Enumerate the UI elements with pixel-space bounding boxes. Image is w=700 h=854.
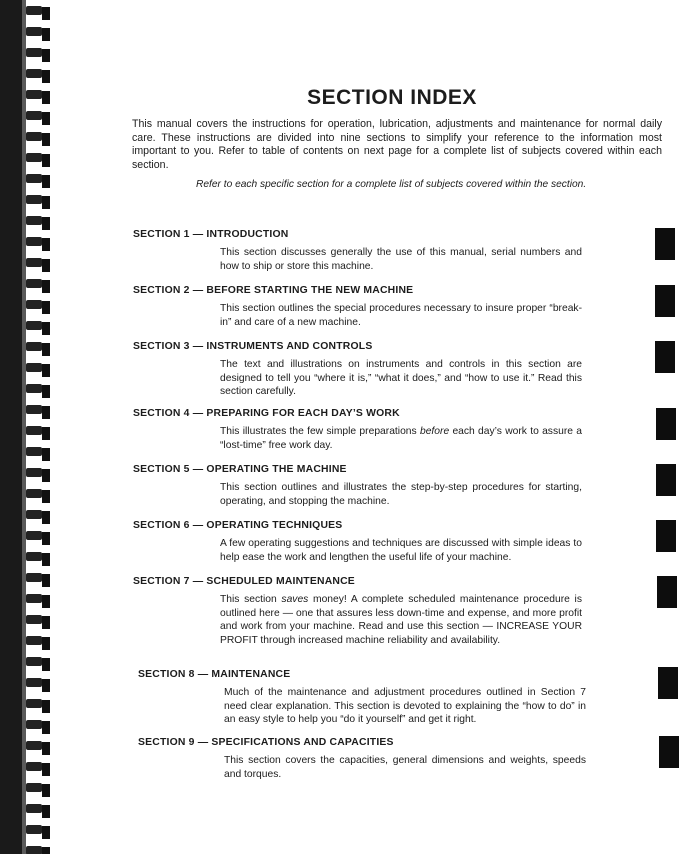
binding-coil [26, 825, 42, 834]
section-description [220, 593, 582, 647]
binding-hole [42, 112, 50, 125]
binding-hole [42, 532, 50, 545]
binding-hole [42, 574, 50, 587]
binding-hole [42, 784, 50, 797]
binding-coil [26, 258, 42, 267]
binding-coil [26, 468, 42, 477]
section-tab-8 [658, 667, 678, 699]
binding-coil [26, 741, 42, 750]
binding-coil [26, 699, 42, 708]
binding-coil [26, 279, 42, 288]
section-tab-3 [655, 341, 675, 373]
binding-coil [26, 132, 42, 141]
binding-hole [42, 301, 50, 314]
binding-hole [42, 238, 50, 251]
binding-coil [26, 342, 42, 351]
binding-coil [26, 804, 42, 813]
binding-coil [26, 846, 42, 854]
binding-hole [42, 448, 50, 461]
binding-coil [26, 111, 42, 120]
binding-hole [42, 721, 50, 734]
binding-coil [26, 552, 42, 561]
section-tab-4 [656, 408, 676, 440]
section-tab-2 [655, 285, 675, 317]
binding-hole [42, 154, 50, 167]
binding-hole [42, 469, 50, 482]
binding-hole [42, 742, 50, 755]
binding-coil [26, 426, 42, 435]
section-description: This section discusses generally the use of this manual, serial numbers and how to ship or store this machine. [220, 247, 582, 272]
binding-hole [42, 322, 50, 335]
emphasis-text: before [419, 426, 450, 437]
binding-hole [42, 49, 50, 62]
section-heading: SECTION 7 — SCHEDULED MAINTENANCE [133, 576, 355, 587]
section-tab-6 [656, 520, 676, 552]
section-description: A few operating suggestions and techniques are discussed with simple ideas to help ease the work and lengthen the useful life of your machine. [220, 538, 582, 563]
binding-hole [42, 259, 50, 272]
binding-coil [26, 636, 42, 645]
section-text: each day’s work to assure a “lost-time” free work day. [220, 426, 582, 451]
section-heading: SECTION 2 — BEFORE STARTING THE NEW MACHINE [133, 285, 414, 296]
intro-paragraph: This manual covers the instructions for operation, lubrication, adjustments and maintenance for normal daily care. These instructions are divided into nine sections to simplify your reference to the information most important to you. Refer to table of contents on next page for a complete list of subjects covered within each section. [132, 118, 662, 171]
binding-coil [26, 678, 42, 687]
binding-coil [26, 783, 42, 792]
binding-hole [42, 196, 50, 209]
section-description: This section covers the capacities, general dimensions and weights, speeds and torques. [224, 755, 586, 780]
section-heading: SECTION 4 — PREPARING FOR EACH DAY’S WORK [133, 408, 400, 419]
binding-hole [42, 595, 50, 608]
section-text: This section [220, 594, 282, 605]
binding-coil [26, 363, 42, 372]
section-heading: SECTION 8 — MAINTENANCE [138, 669, 291, 680]
section-description: The text and illustrations on instruments and controls in this section are designed to tell you “where it is,” “what it does,” and “how to use it.” Read this section carefully. [220, 359, 582, 398]
binding-coil [26, 657, 42, 666]
section-description [220, 425, 582, 452]
binding-hole [42, 847, 50, 854]
section-heading: SECTION 5 — OPERATING THE MACHINE [133, 464, 347, 475]
binding-coil [26, 720, 42, 729]
section-tab-9 [659, 736, 679, 768]
spiral-binding [0, 0, 80, 854]
section-heading: SECTION 3 — INSTRUMENTS AND CONTROLS [133, 341, 373, 352]
binding-coil [26, 300, 42, 309]
page-title: SECTION INDEX [307, 86, 477, 109]
binding-hole [42, 70, 50, 83]
binding-hole [42, 658, 50, 671]
binding-coil [26, 531, 42, 540]
binding-hole [42, 364, 50, 377]
binding-coil [26, 174, 42, 183]
binding-hole [42, 616, 50, 629]
binding-hole [42, 553, 50, 566]
binding-hole [42, 700, 50, 713]
binding-hole [42, 637, 50, 650]
binding-hole [42, 28, 50, 41]
binding-hole [42, 343, 50, 356]
binding-coil [26, 615, 42, 624]
binding-coil [26, 48, 42, 57]
section-tab-7 [657, 576, 677, 608]
section-text: money! A complete scheduled maintenance procedure is outlined here — one that assures less down-time and expense, and more profit and work from your machine. Read and use this section — INCREASE YOUR PROFIT through increased machine reliability and availability. [220, 594, 582, 646]
binding-coil [26, 153, 42, 162]
section-heading: SECTION 6 — OPERATING TECHNIQUES [133, 520, 343, 531]
binding-hole [42, 133, 50, 146]
binding-coil [26, 237, 42, 246]
section-tab-5 [656, 464, 676, 496]
binding-coil [26, 90, 42, 99]
binding-hole [42, 490, 50, 503]
binding-coil [26, 447, 42, 456]
binding-coil [26, 594, 42, 603]
binding-hole [42, 805, 50, 818]
binding-hole [42, 280, 50, 293]
binding-coil [26, 573, 42, 582]
binding-hole [42, 427, 50, 440]
section-heading: SECTION 9 — SPECIFICATIONS AND CAPACITIES [138, 737, 394, 748]
binding-hole [42, 385, 50, 398]
binding-hole [42, 7, 50, 20]
binding-coil [26, 216, 42, 225]
binding-hole [42, 217, 50, 230]
binding-hole [42, 763, 50, 776]
binding-hole [42, 826, 50, 839]
section-tab-1 [655, 228, 675, 260]
binding-hole [42, 511, 50, 524]
binding-hole [42, 175, 50, 188]
section-description: Much of the maintenance and adjustment procedures outlined in Section 7 need clear explanation. This section is devoted to explaining the “how to do” in an easy style to help you “do it yourself” and get it right. [224, 687, 586, 726]
binding-hole [42, 406, 50, 419]
binding-coil [26, 489, 42, 498]
section-heading: SECTION 1 — INTRODUCTION [133, 229, 289, 240]
binding-coil [26, 762, 42, 771]
binding-coil [26, 321, 42, 330]
emphasis-text: saves [281, 594, 309, 605]
binding-coil [26, 405, 42, 414]
binding-hole [42, 679, 50, 692]
section-description: This section outlines the special procedures necessary to insure proper “break-in” and care of a new machine. [220, 303, 582, 328]
binding-coil [26, 69, 42, 78]
italic-note: Refer to each specific section for a complete list of subjects covered within the section. [196, 179, 587, 190]
binding-coil [26, 27, 42, 36]
section-description: This section outlines and illustrates the step-by-step procedures for starting, operating, and stopping the machine. [220, 482, 582, 507]
binding-coil [26, 384, 42, 393]
binding-coil [26, 510, 42, 519]
section-text: This illustrates the few simple preparations [220, 426, 420, 437]
binding-coil [26, 6, 42, 15]
binding-coil [26, 195, 42, 204]
